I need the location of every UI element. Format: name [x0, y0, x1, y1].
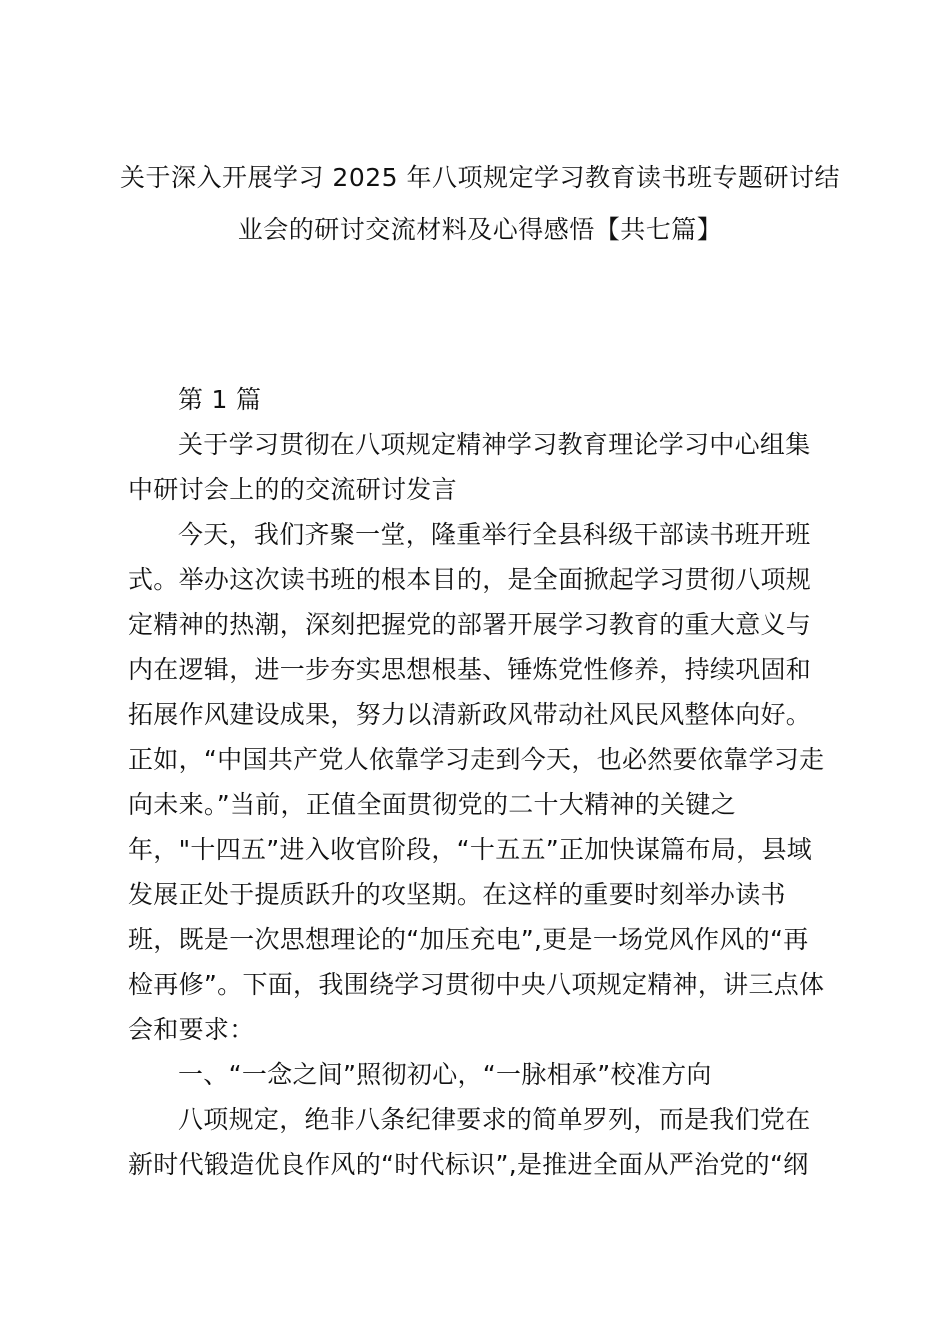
- body-line: 正如，“中国共产党人依靠学习走到今天，也必然要依靠学习走: [128, 745, 825, 774]
- body-line: 关于学习贯彻在八项规定精神学习教育理论学习中心组集: [178, 430, 811, 459]
- body-line: 班，既是一次思想理论的“加压充电”,更是一场党风作风的“再: [128, 925, 809, 954]
- body-line: 定精神的热潮，深刻把握党的部署开展学习教育的重大意义与: [128, 610, 812, 639]
- document-title: [110, 152, 850, 256]
- body-line: 内在逻辑，进一步夯实思想根基、锤炼党性修养，持续巩固和: [128, 655, 812, 684]
- body-line: 会和要求：: [128, 1015, 255, 1044]
- body-line: 发展正处于提质跃升的攻坚期。在这样的重要时刻举办读书: [128, 880, 786, 909]
- document-body: [128, 377, 838, 1187]
- body-line: 年，"十四五”进入收官阶段，“十五五”正加快谋篇布局，县域: [128, 835, 813, 864]
- title-line-1: 关于深入开展学习 2025 年八项规定学习教育读书班专题研讨结: [119, 163, 841, 192]
- body-line: 今天，我们齐聚一堂，隆重举行全县科级干部读书班开班: [178, 520, 811, 549]
- body-line: 一、“一念之间”照彻初心，“一脉相承”校准方向: [178, 1060, 712, 1089]
- title-line-2: 业会的研讨交流材料及心得感悟【共七篇】: [237, 215, 723, 244]
- body-line: 中研讨会上的的交流研讨发言: [128, 475, 457, 504]
- body-line: 检再修”。下面，我围绕学习贯彻中央八项规定精神，讲三点体: [128, 970, 825, 999]
- body-line: 拓展作风建设成果，努力以清新政风带动社风民风整体向好。: [128, 700, 812, 729]
- body-line: 八项规定，绝非八条纪律要求的简单罗列，而是我们党在: [178, 1105, 811, 1134]
- body-line: 新时代锻造优良作风的“时代标识”,是推进全面从严治党的“纲: [128, 1150, 809, 1179]
- body-line: 第 1 篇: [178, 385, 262, 414]
- body-line: 向未来。”当前，正值全面贯彻党的二十大精神的关键之: [128, 790, 736, 819]
- body-line: 式。举办这次读书班的根本目的，是全面掀起学习贯彻八项规: [128, 565, 812, 594]
